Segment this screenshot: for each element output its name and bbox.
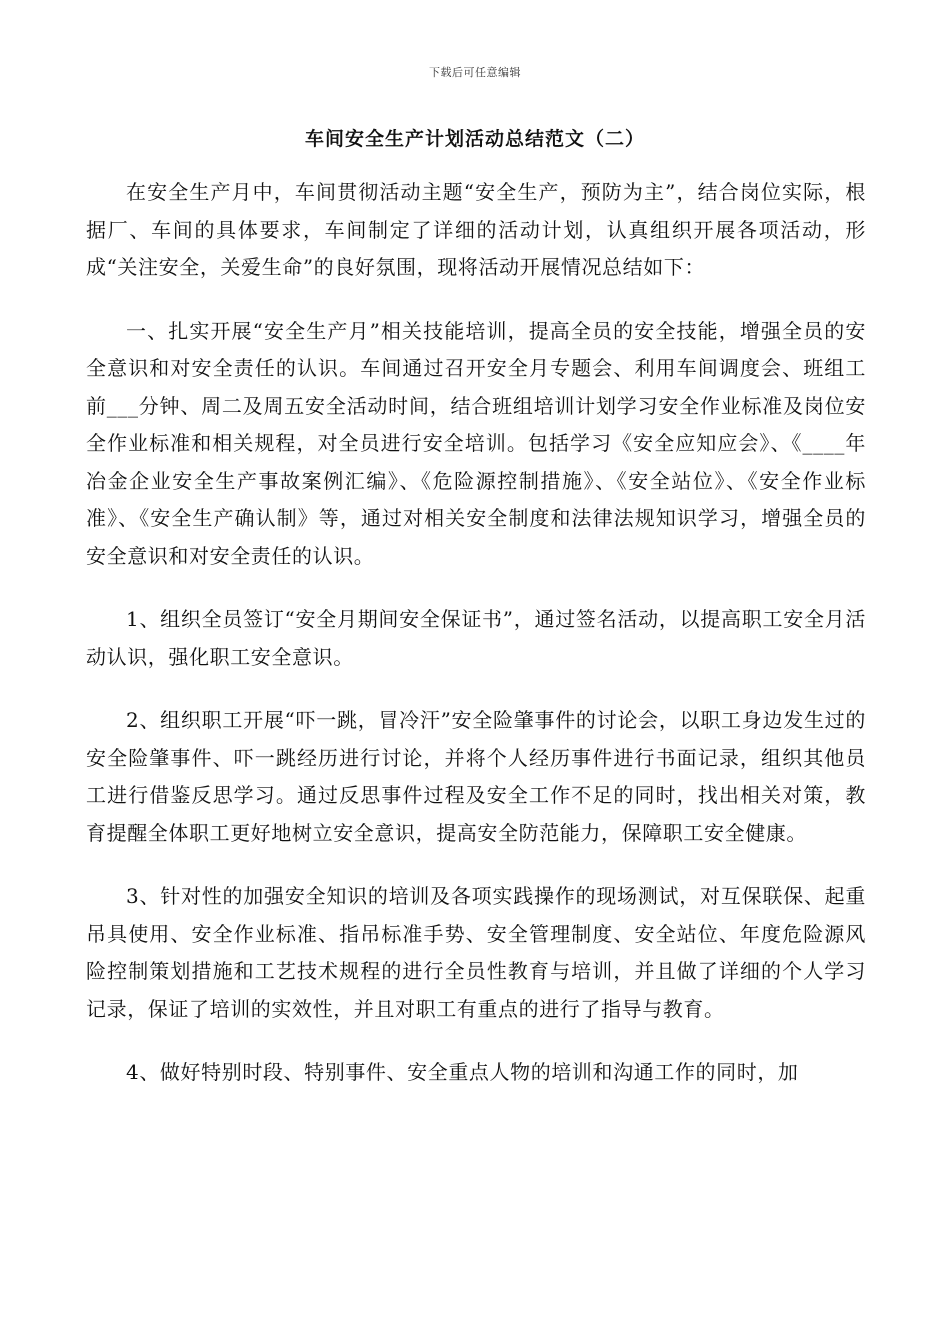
paragraph-item-2: 2、组织职工开展“吓一跳，冒冷汗”安全险肇事件的讨论会，以职工身边发生过的安全险肇事件、吓一跳经历进行讨论，并将个人经历事件进行书面记录，组织其他员工进行借鉴反思学习。通过反思事件过程及安全工作不足的同时，找出相关对策，教育提醒全体职工更好地树立安全意识，提高安全防范能力，保障职工安全健康。 — [86, 708, 866, 845]
paragraph-intro: 在安全生产月中，车间贯彻活动主题“安全生产，预防为主”，结合岗位实际，根据厂、车间的具体要求，车间制定了详细的活动计划，认真组织开展各项活动，形成“关注安全，关爱生命”的良好氛围，现将活动开展情况总结如下： — [86, 180, 866, 279]
paragraph-item-3: 3、针对性的加强安全知识的培训及各项实践操作的现场测试，对互保联保、起重吊具使用、安全作业标准、指吊标准手势、安全管理制度、安全站位、年度危险源风险控制策划措施和工艺技术规程的进行全员性教育与培训，并且做了详细的个人学习记录，保证了培训的实效性，并且对职工有重点的进行了指导与教育。 — [86, 884, 866, 1021]
paragraph-section-one: 一、扎实开展“安全生产月”相关技能培训，提高全员的安全技能，增强全员的安全意识和对安全责任的认识。车间通过召开安全月专题会、利用车间调度会、班组工前___分钟、周二及周五安全活动时间，结合班组培训计划学习安全作业标准及岗位安全作业标准和相关规程，对全员进行安全培训。包括学习《安全应知应会》、《____年冶金企业安全生产事故案例汇编》、《危险源控制措施》、《安全站位》、《安全作业标准》、《安全生产确认制》等，通过对相关安全制度和法律法规知识学习，增强全员的安全意识和对安全责任的认识。 — [86, 318, 866, 568]
paragraph-item-4: 4、做好特别时段、特别事件、安全重点人物的培训和沟通工作的同时，加 — [126, 1060, 799, 1084]
paragraph-item-1: 1、组织全员签订“安全月期间安全保证书”，通过签名活动，以提高职工安全月活动认识，强化职工安全意识。 — [86, 607, 866, 669]
document-title: 车间安全生产计划活动总结范文（二） — [304, 128, 645, 150]
document-body — [86, 174, 866, 1118]
header-note: 下载后可任意编辑 — [429, 66, 521, 79]
